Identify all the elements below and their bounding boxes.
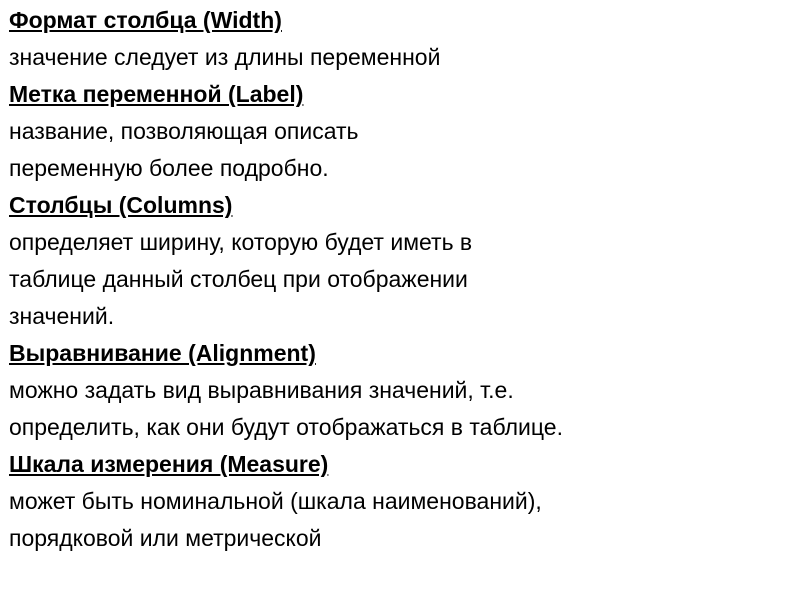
section-columns xyxy=(9,187,800,335)
section-description-line: переменную более подробно. xyxy=(9,155,329,181)
section-heading-label: Метка переменной (Label) xyxy=(9,81,304,107)
section-alignment xyxy=(9,335,800,446)
section-description-line: значение следует из длины переменной xyxy=(9,44,441,70)
section-description-line: может быть номинальной (шкала наименований), xyxy=(9,488,542,514)
section-description-line: название, позволяющая описать xyxy=(9,118,359,144)
section-heading-measure: Шкала измерения (Measure) xyxy=(9,451,329,477)
section-measure xyxy=(9,446,800,557)
section-heading-columns: Столбцы (Columns) xyxy=(9,192,233,218)
section-heading-alignment: Выравнивание (Alignment) xyxy=(9,340,316,366)
section-description-line: определить, как они будут отображаться в таблице. xyxy=(9,414,563,440)
section-description-line: значений. xyxy=(9,303,115,329)
section-label xyxy=(9,76,800,187)
section-description-line: таблице данный столбец при отображении xyxy=(9,266,468,292)
section-width xyxy=(9,2,800,76)
section-heading-width: Формат столбца (Width) xyxy=(9,7,282,33)
section-description-line: можно задать вид выравнивания значений, т.е. xyxy=(9,377,514,403)
section-description-line: порядковой или метрической xyxy=(9,525,322,551)
section-description-line: определяет ширину, которую будет иметь в xyxy=(9,229,473,255)
